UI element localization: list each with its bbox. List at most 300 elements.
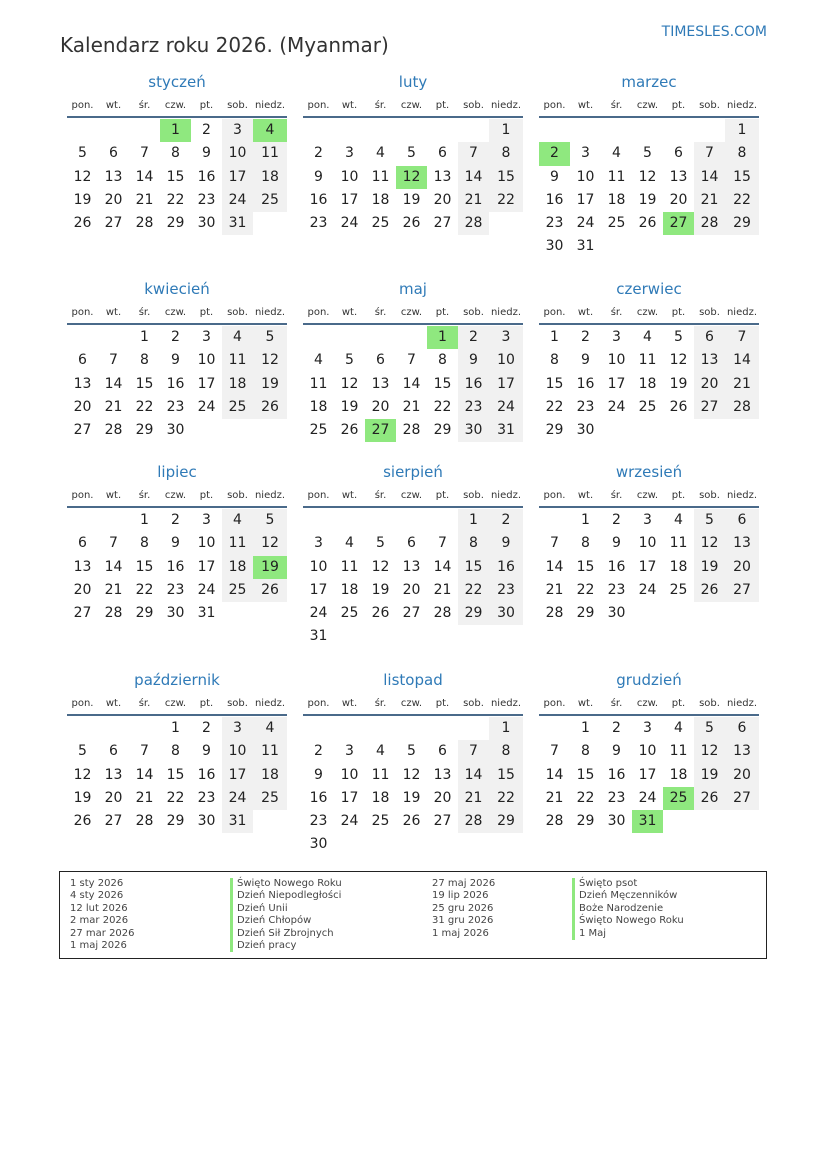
day-cell[interactable]: 6 — [376, 352, 385, 369]
day-cell[interactable]: 26 — [638, 215, 657, 232]
day-cell[interactable]: 7 — [550, 535, 559, 552]
day-cell[interactable]: 12 — [340, 375, 359, 392]
day-cell[interactable]: 9 — [202, 145, 211, 162]
day-cell[interactable]: 11 — [371, 168, 390, 185]
day-cell[interactable]: 28 — [135, 813, 154, 830]
day-cell[interactable]: 20 — [104, 789, 123, 806]
day-cell[interactable]: 5 — [407, 743, 416, 760]
day-cell[interactable]: 26 — [371, 605, 390, 622]
day-cell[interactable]: 10 — [222, 142, 253, 165]
day-cell[interactable]: 11 — [222, 349, 253, 372]
day-cell[interactable]: 30 — [607, 813, 626, 830]
day-cell[interactable]: 12 — [694, 532, 725, 555]
day-cell[interactable]: 22 — [489, 189, 523, 212]
day-cell[interactable]: 11 — [222, 532, 253, 555]
day-cell[interactable]: 18 — [669, 766, 688, 783]
day-cell[interactable]: 30 — [607, 605, 626, 622]
day-cell[interactable]: 13 — [433, 766, 452, 783]
day-cell[interactable]: 1 — [140, 512, 149, 528]
day-cell[interactable]: 8 — [140, 352, 149, 369]
day-cell[interactable]: 27 — [104, 215, 123, 232]
day-cell[interactable]: 8 — [725, 142, 759, 165]
day-cell[interactable]: 12 — [253, 532, 287, 555]
day-cell[interactable]: 19 — [73, 789, 92, 806]
day-cell[interactable]: 6 — [694, 326, 725, 349]
day-cell[interactable]: 28 — [458, 810, 489, 833]
day-cell[interactable]: 14 — [458, 166, 489, 189]
day-cell[interactable]: 5 — [78, 743, 87, 760]
day-cell[interactable]: 23 — [197, 789, 216, 806]
day-cell[interactable]: 12 — [669, 352, 688, 369]
day-cell[interactable]: 1 — [581, 512, 590, 528]
day-cell[interactable]: 26 — [694, 787, 725, 810]
day-cell[interactable]: 14 — [545, 558, 564, 575]
day-cell[interactable]: 20 — [73, 581, 92, 598]
day-cell[interactable]: 2 — [171, 329, 180, 345]
day-cell[interactable]: 7 — [694, 142, 725, 165]
day-cell[interactable]: 17 — [309, 581, 328, 598]
day-cell[interactable]: 15 — [135, 375, 154, 392]
day-cell[interactable]: 15 — [135, 558, 154, 575]
day-cell[interactable]: 26 — [402, 813, 421, 830]
day-cell[interactable]: 3 — [581, 145, 590, 162]
day-cell[interactable]: 18 — [222, 373, 253, 396]
day-cell[interactable]: 8 — [581, 743, 590, 760]
day-cell[interactable]: 13 — [104, 766, 123, 783]
day-cell[interactable]: 14 — [135, 766, 154, 783]
day-cell[interactable]: 6 — [725, 717, 759, 740]
day-cell[interactable]: 4 — [345, 535, 354, 552]
day-cell[interactable]: 4 — [222, 326, 253, 349]
day-cell[interactable]: 29 — [458, 602, 489, 625]
day-cell[interactable]: 7 — [140, 743, 149, 760]
holiday-day-cell[interactable]: 1 — [160, 119, 191, 142]
day-cell[interactable]: 24 — [309, 605, 328, 622]
day-cell[interactable]: 26 — [73, 813, 92, 830]
day-cell[interactable]: 11 — [253, 740, 287, 763]
day-cell[interactable]: 15 — [489, 764, 523, 787]
day-cell[interactable]: 24 — [638, 789, 657, 806]
day-cell[interactable]: 21 — [135, 789, 154, 806]
day-cell[interactable]: 17 — [340, 789, 359, 806]
day-cell[interactable]: 26 — [340, 422, 359, 439]
day-cell[interactable]: 31 — [197, 605, 216, 622]
day-cell[interactable]: 25 — [371, 215, 390, 232]
day-cell[interactable]: 28 — [104, 422, 123, 439]
day-cell[interactable]: 1 — [489, 119, 523, 142]
day-cell[interactable]: 22 — [576, 789, 595, 806]
day-cell[interactable]: 2 — [612, 720, 621, 736]
day-cell[interactable]: 28 — [104, 605, 123, 622]
day-cell[interactable]: 17 — [222, 166, 253, 189]
day-cell[interactable]: 11 — [340, 558, 359, 575]
day-cell[interactable]: 13 — [104, 168, 123, 185]
day-cell[interactable]: 6 — [725, 509, 759, 532]
day-cell[interactable]: 10 — [576, 168, 595, 185]
day-cell[interactable]: 28 — [135, 215, 154, 232]
day-cell[interactable]: 19 — [73, 191, 92, 208]
day-cell[interactable]: 24 — [222, 189, 253, 212]
day-cell[interactable]: 15 — [489, 166, 523, 189]
day-cell[interactable]: 4 — [643, 329, 652, 345]
day-cell[interactable]: 6 — [438, 743, 447, 760]
day-cell[interactable]: 9 — [612, 743, 621, 760]
day-cell[interactable]: 24 — [197, 398, 216, 415]
day-cell[interactable]: 20 — [669, 191, 688, 208]
day-cell[interactable]: 20 — [433, 191, 452, 208]
day-cell[interactable]: 1 — [140, 329, 149, 345]
day-cell[interactable]: 6 — [109, 145, 118, 162]
day-cell[interactable]: 14 — [104, 558, 123, 575]
day-cell[interactable]: 17 — [638, 558, 657, 575]
day-cell[interactable]: 13 — [669, 168, 688, 185]
day-cell[interactable]: 19 — [402, 191, 421, 208]
day-cell[interactable]: 23 — [576, 398, 595, 415]
day-cell[interactable]: 31 — [222, 810, 253, 833]
day-cell[interactable]: 31 — [222, 212, 253, 235]
day-cell[interactable]: 22 — [135, 581, 154, 598]
day-cell[interactable]: 19 — [253, 373, 287, 396]
day-cell[interactable]: 27 — [73, 605, 92, 622]
day-cell[interactable]: 21 — [104, 398, 123, 415]
day-cell[interactable]: 8 — [171, 145, 180, 162]
day-cell[interactable]: 9 — [171, 352, 180, 369]
day-cell[interactable]: 18 — [638, 375, 657, 392]
day-cell[interactable]: 23 — [607, 789, 626, 806]
holiday-day-cell[interactable]: 31 — [632, 810, 663, 833]
day-cell[interactable]: 21 — [725, 373, 759, 396]
day-cell[interactable]: 22 — [576, 581, 595, 598]
day-cell[interactable]: 30 — [458, 419, 489, 442]
day-cell[interactable]: 15 — [166, 168, 185, 185]
day-cell[interactable]: 11 — [638, 352, 657, 369]
day-cell[interactable]: 16 — [166, 558, 185, 575]
day-cell[interactable]: 16 — [197, 766, 216, 783]
day-cell[interactable]: 17 — [197, 558, 216, 575]
day-cell[interactable]: 14 — [458, 764, 489, 787]
day-cell[interactable]: 30 — [166, 422, 185, 439]
day-cell[interactable]: 9 — [458, 349, 489, 372]
day-cell[interactable]: 18 — [371, 191, 390, 208]
day-cell[interactable]: 14 — [402, 375, 421, 392]
day-cell[interactable]: 29 — [166, 813, 185, 830]
day-cell[interactable]: 30 — [576, 422, 595, 439]
day-cell[interactable]: 10 — [309, 558, 328, 575]
day-cell[interactable]: 25 — [253, 787, 287, 810]
day-cell[interactable]: 11 — [669, 535, 688, 552]
day-cell[interactable]: 5 — [253, 509, 287, 532]
day-cell[interactable]: 13 — [433, 168, 452, 185]
day-cell[interactable]: 12 — [253, 349, 287, 372]
day-cell[interactable]: 5 — [694, 717, 725, 740]
day-cell[interactable]: 11 — [607, 168, 626, 185]
day-cell[interactable]: 2 — [202, 720, 211, 736]
day-cell[interactable]: 29 — [489, 810, 523, 833]
day-cell[interactable]: 25 — [222, 579, 253, 602]
day-cell[interactable]: 1 — [725, 119, 759, 142]
day-cell[interactable]: 2 — [171, 512, 180, 528]
day-cell[interactable]: 12 — [694, 740, 725, 763]
day-cell[interactable]: 17 — [489, 373, 523, 396]
day-cell[interactable]: 15 — [458, 556, 489, 579]
day-cell[interactable]: 25 — [669, 581, 688, 598]
day-cell[interactable]: 7 — [407, 352, 416, 369]
day-cell[interactable]: 3 — [222, 717, 253, 740]
day-cell[interactable]: 13 — [73, 558, 92, 575]
day-cell[interactable]: 13 — [402, 558, 421, 575]
day-cell[interactable]: 24 — [489, 396, 523, 419]
day-cell[interactable]: 7 — [438, 535, 447, 552]
day-cell[interactable]: 3 — [202, 512, 211, 528]
day-cell[interactable]: 17 — [638, 766, 657, 783]
day-cell[interactable]: 15 — [576, 766, 595, 783]
day-cell[interactable]: 12 — [638, 168, 657, 185]
day-cell[interactable]: 16 — [458, 373, 489, 396]
day-cell[interactable]: 27 — [725, 787, 759, 810]
day-cell[interactable]: 16 — [607, 766, 626, 783]
day-cell[interactable]: 30 — [309, 836, 328, 853]
day-cell[interactable]: 8 — [489, 740, 523, 763]
day-cell[interactable]: 13 — [725, 740, 759, 763]
day-cell[interactable]: 14 — [433, 558, 452, 575]
day-cell[interactable]: 26 — [669, 398, 688, 415]
day-cell[interactable]: 20 — [725, 764, 759, 787]
day-cell[interactable]: 24 — [340, 813, 359, 830]
day-cell[interactable]: 24 — [222, 787, 253, 810]
day-cell[interactable]: 3 — [612, 329, 621, 345]
day-cell[interactable]: 9 — [550, 168, 559, 185]
day-cell[interactable]: 18 — [340, 581, 359, 598]
day-cell[interactable]: 18 — [371, 789, 390, 806]
day-cell[interactable]: 17 — [576, 191, 595, 208]
day-cell[interactable]: 6 — [674, 145, 683, 162]
day-cell[interactable]: 3 — [489, 326, 523, 349]
day-cell[interactable]: 22 — [545, 398, 564, 415]
day-cell[interactable]: 10 — [197, 535, 216, 552]
day-cell[interactable]: 29 — [135, 605, 154, 622]
holiday-day-cell[interactable]: 2 — [539, 142, 570, 165]
day-cell[interactable]: 29 — [166, 215, 185, 232]
day-cell[interactable]: 2 — [489, 509, 523, 532]
day-cell[interactable]: 20 — [725, 556, 759, 579]
day-cell[interactable]: 4 — [376, 743, 385, 760]
day-cell[interactable]: 17 — [340, 191, 359, 208]
day-cell[interactable]: 2 — [612, 512, 621, 528]
site-link[interactable]: TIMESLES.COM — [661, 24, 767, 40]
day-cell[interactable]: 18 — [309, 398, 328, 415]
day-cell[interactable]: 18 — [222, 556, 253, 579]
day-cell[interactable]: 22 — [433, 398, 452, 415]
day-cell[interactable]: 14 — [725, 349, 759, 372]
day-cell[interactable]: 17 — [197, 375, 216, 392]
day-cell[interactable]: 14 — [545, 766, 564, 783]
day-cell[interactable]: 22 — [166, 191, 185, 208]
day-cell[interactable]: 6 — [78, 352, 87, 369]
day-cell[interactable]: 18 — [253, 166, 287, 189]
day-cell[interactable]: 28 — [458, 212, 489, 235]
day-cell[interactable]: 5 — [78, 145, 87, 162]
day-cell[interactable]: 29 — [725, 212, 759, 235]
day-cell[interactable]: 26 — [253, 579, 287, 602]
day-cell[interactable]: 8 — [581, 535, 590, 552]
day-cell[interactable]: 3 — [314, 535, 323, 552]
day-cell[interactable]: 21 — [545, 789, 564, 806]
day-cell[interactable]: 28 — [433, 605, 452, 622]
day-cell[interactable]: 27 — [73, 422, 92, 439]
day-cell[interactable]: 10 — [340, 168, 359, 185]
day-cell[interactable]: 26 — [73, 215, 92, 232]
day-cell[interactable]: 2 — [314, 145, 323, 162]
holiday-day-cell[interactable]: 25 — [663, 787, 694, 810]
day-cell[interactable]: 20 — [371, 398, 390, 415]
day-cell[interactable]: 9 — [612, 535, 621, 552]
day-cell[interactable]: 27 — [402, 605, 421, 622]
day-cell[interactable]: 7 — [458, 740, 489, 763]
day-cell[interactable]: 9 — [314, 766, 323, 783]
day-cell[interactable]: 9 — [202, 743, 211, 760]
day-cell[interactable]: 21 — [458, 787, 489, 810]
day-cell[interactable]: 30 — [197, 215, 216, 232]
day-cell[interactable]: 21 — [104, 581, 123, 598]
day-cell[interactable]: 5 — [643, 145, 652, 162]
day-cell[interactable]: 21 — [135, 191, 154, 208]
day-cell[interactable]: 2 — [458, 326, 489, 349]
day-cell[interactable]: 10 — [638, 535, 657, 552]
day-cell[interactable]: 22 — [489, 787, 523, 810]
day-cell[interactable]: 13 — [371, 375, 390, 392]
day-cell[interactable]: 22 — [458, 579, 489, 602]
day-cell[interactable]: 27 — [433, 813, 452, 830]
day-cell[interactable]: 30 — [166, 605, 185, 622]
day-cell[interactable]: 31 — [576, 238, 595, 255]
day-cell[interactable]: 4 — [376, 145, 385, 162]
day-cell[interactable]: 30 — [197, 813, 216, 830]
day-cell[interactable]: 18 — [669, 558, 688, 575]
day-cell[interactable]: 5 — [674, 329, 683, 345]
day-cell[interactable]: 11 — [669, 743, 688, 760]
day-cell[interactable]: 15 — [576, 558, 595, 575]
day-cell[interactable]: 20 — [433, 789, 452, 806]
day-cell[interactable]: 3 — [643, 720, 652, 736]
day-cell[interactable]: 16 — [309, 789, 328, 806]
day-cell[interactable]: 3 — [345, 145, 354, 162]
day-cell[interactable]: 26 — [694, 579, 725, 602]
day-cell[interactable]: 28 — [402, 422, 421, 439]
day-cell[interactable]: 20 — [104, 191, 123, 208]
day-cell[interactable]: 4 — [222, 509, 253, 532]
day-cell[interactable]: 1 — [458, 509, 489, 532]
day-cell[interactable]: 16 — [489, 556, 523, 579]
day-cell[interactable]: 20 — [402, 581, 421, 598]
day-cell[interactable]: 2 — [202, 122, 211, 138]
day-cell[interactable]: 23 — [166, 398, 185, 415]
day-cell[interactable]: 23 — [545, 215, 564, 232]
day-cell[interactable]: 16 — [197, 168, 216, 185]
day-cell[interactable]: 12 — [371, 558, 390, 575]
day-cell[interactable]: 28 — [545, 605, 564, 622]
day-cell[interactable]: 19 — [340, 398, 359, 415]
day-cell[interactable]: 8 — [438, 352, 447, 369]
day-cell[interactable]: 28 — [545, 813, 564, 830]
holiday-day-cell[interactable]: 19 — [253, 556, 287, 579]
day-cell[interactable]: 24 — [576, 215, 595, 232]
day-cell[interactable]: 5 — [376, 535, 385, 552]
day-cell[interactable]: 20 — [694, 373, 725, 396]
day-cell[interactable]: 19 — [402, 789, 421, 806]
day-cell[interactable]: 4 — [612, 145, 621, 162]
day-cell[interactable]: 25 — [222, 396, 253, 419]
day-cell[interactable]: 5 — [345, 352, 354, 369]
day-cell[interactable]: 29 — [576, 813, 595, 830]
day-cell[interactable]: 10 — [607, 352, 626, 369]
day-cell[interactable]: 23 — [309, 813, 328, 830]
day-cell[interactable]: 7 — [140, 145, 149, 162]
day-cell[interactable]: 18 — [607, 191, 626, 208]
day-cell[interactable]: 9 — [314, 168, 323, 185]
day-cell[interactable]: 27 — [433, 215, 452, 232]
day-cell[interactable]: 4 — [314, 352, 323, 369]
day-cell[interactable]: 16 — [607, 558, 626, 575]
day-cell[interactable]: 19 — [371, 581, 390, 598]
day-cell[interactable]: 15 — [545, 375, 564, 392]
day-cell[interactable]: 6 — [438, 145, 447, 162]
day-cell[interactable]: 15 — [433, 375, 452, 392]
day-cell[interactable]: 8 — [458, 532, 489, 555]
day-cell[interactable]: 20 — [73, 398, 92, 415]
day-cell[interactable]: 23 — [607, 581, 626, 598]
day-cell[interactable]: 11 — [309, 375, 328, 392]
day-cell[interactable]: 16 — [545, 191, 564, 208]
day-cell[interactable]: 15 — [166, 766, 185, 783]
day-cell[interactable]: 10 — [197, 352, 216, 369]
day-cell[interactable]: 8 — [550, 352, 559, 369]
day-cell[interactable]: 7 — [109, 535, 118, 552]
day-cell[interactable]: 8 — [171, 743, 180, 760]
day-cell[interactable]: 16 — [309, 191, 328, 208]
day-cell[interactable]: 13 — [694, 349, 725, 372]
day-cell[interactable]: 23 — [489, 579, 523, 602]
day-cell[interactable]: 10 — [638, 743, 657, 760]
day-cell[interactable]: 28 — [725, 396, 759, 419]
day-cell[interactable]: 11 — [371, 766, 390, 783]
day-cell[interactable]: 31 — [309, 628, 328, 645]
day-cell[interactable]: 22 — [135, 398, 154, 415]
day-cell[interactable]: 19 — [694, 764, 725, 787]
day-cell[interactable]: 12 — [73, 766, 92, 783]
day-cell[interactable]: 1 — [171, 720, 180, 736]
day-cell[interactable]: 29 — [545, 422, 564, 439]
holiday-day-cell[interactable]: 27 — [365, 419, 396, 442]
day-cell[interactable]: 21 — [545, 581, 564, 598]
day-cell[interactable]: 24 — [607, 398, 626, 415]
day-cell[interactable]: 25 — [371, 813, 390, 830]
day-cell[interactable]: 7 — [458, 142, 489, 165]
day-cell[interactable]: 29 — [433, 422, 452, 439]
day-cell[interactable]: 30 — [489, 602, 523, 625]
day-cell[interactable]: 29 — [135, 422, 154, 439]
day-cell[interactable]: 31 — [489, 419, 523, 442]
day-cell[interactable]: 15 — [725, 166, 759, 189]
day-cell[interactable]: 27 — [104, 813, 123, 830]
day-cell[interactable]: 13 — [73, 375, 92, 392]
day-cell[interactable]: 18 — [253, 764, 287, 787]
day-cell[interactable]: 25 — [607, 215, 626, 232]
day-cell[interactable]: 17 — [222, 764, 253, 787]
day-cell[interactable]: 14 — [135, 168, 154, 185]
day-cell[interactable]: 30 — [545, 238, 564, 255]
day-cell[interactable]: 1 — [550, 329, 559, 345]
day-cell[interactable]: 25 — [340, 605, 359, 622]
